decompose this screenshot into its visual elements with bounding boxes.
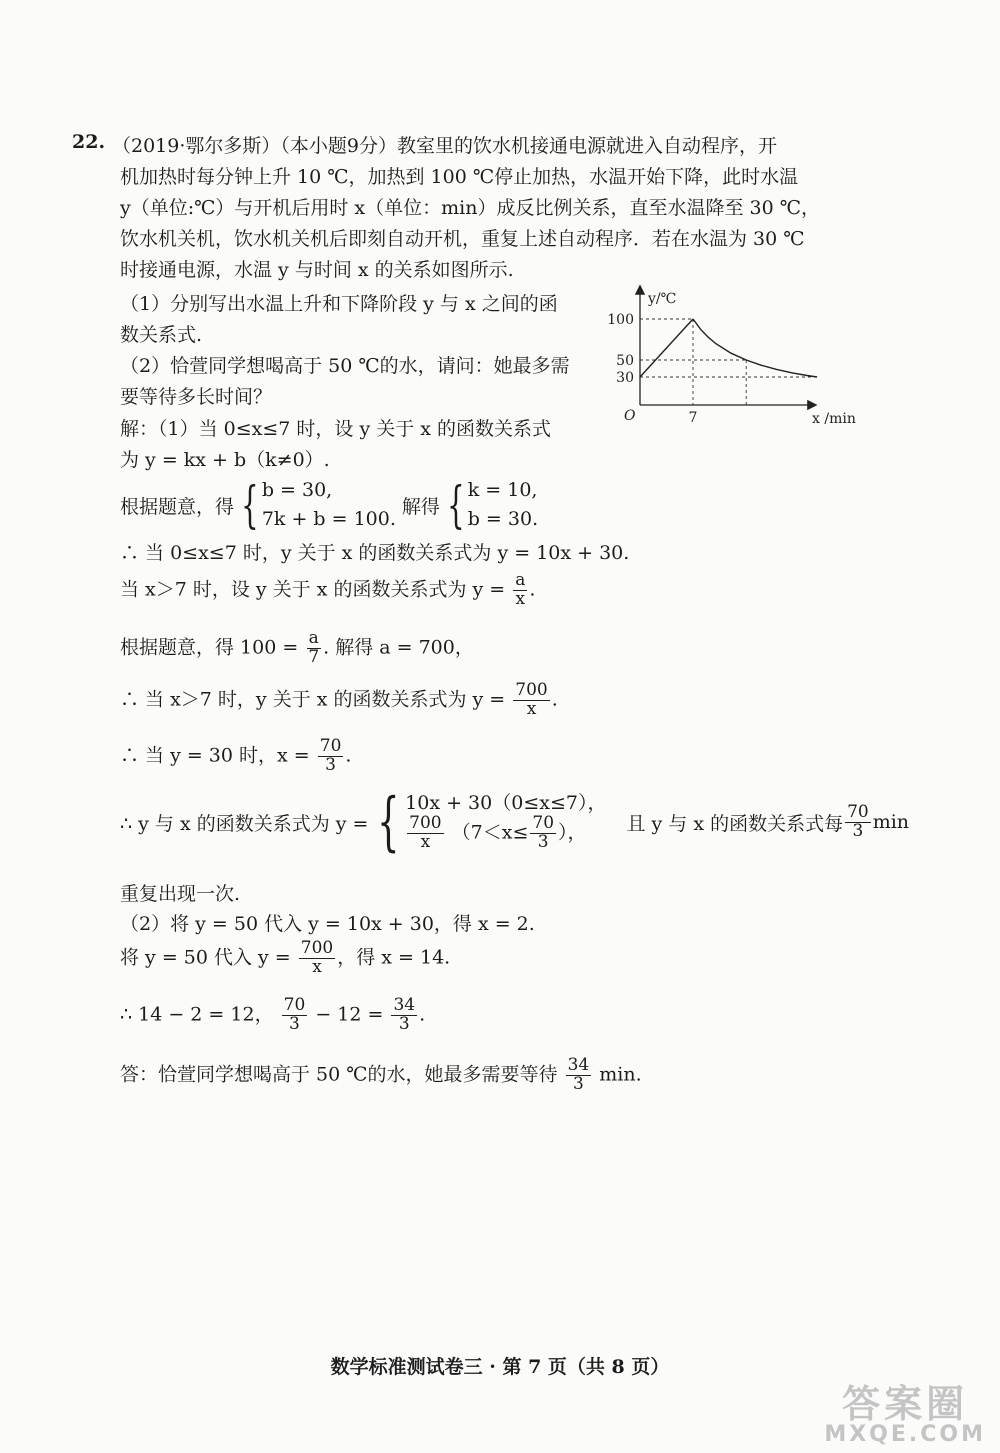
frac-num: 70 — [847, 801, 869, 822]
frac-den: 3 — [325, 754, 336, 775]
sol-l12-text: 将 y = 50 代入 y = — [120, 946, 291, 969]
frac-den: x — [420, 831, 431, 852]
watermark — [824, 1373, 986, 1447]
guide-lines — [640, 319, 817, 405]
temperature-time-graph — [600, 283, 870, 433]
fraction-a-over-x — [513, 572, 527, 609]
fraction-700-over-x — [407, 815, 443, 852]
frac-num: 700 — [300, 938, 334, 958]
case2-range: （7＜x≤ — [451, 821, 529, 844]
fraction-700-over-x — [513, 682, 549, 719]
part2-line-2: 要等待多长时间？ — [120, 386, 273, 408]
sys1-row-a: b = 30, — [261, 479, 333, 501]
solution-line-10: 重复出现一次. — [120, 883, 241, 905]
equation-system-1: { b = 30, 7k + b = 100. — [241, 476, 396, 535]
equation-system-2: { k = 10, b = 30. — [447, 476, 539, 535]
frac-num: 70 — [319, 736, 342, 756]
origin-label: O — [624, 408, 636, 424]
falling-segment — [693, 319, 817, 377]
frac-den: 3 — [289, 1013, 300, 1034]
question-line-5: 时接通电源，水温 y 与时间 x 的关系如图所示. — [120, 259, 514, 281]
frac-num: a — [515, 570, 526, 590]
x-tick-7: 7 — [688, 410, 698, 426]
sol-l3-pre: 根据题意，得 — [120, 495, 235, 518]
sys2-row-b: b = 30. — [467, 508, 539, 531]
frac-num: a — [308, 628, 319, 648]
frac-num: 700 — [515, 680, 548, 700]
answer-unit: min. — [599, 1063, 642, 1086]
solution-line-4: ∴ 当 0≤x≤7 时，y 关于 x 的函数关系式为 y = 10x + 30. — [120, 542, 630, 564]
answer-text: 答：恰萱同学想喝高于 50 ℃的水，她最多需要等待 — [120, 1063, 558, 1086]
solution-line-1: 解：（1）当 0≤x≤7 时，设 y 关于 x 的函数关系式 — [120, 418, 552, 440]
solution-line-9 — [120, 785, 910, 859]
graph-curve — [640, 319, 817, 377]
x-axis-label: x /min — [812, 411, 856, 427]
fraction-34-over-3 — [566, 1057, 592, 1094]
sol-l13-post: . — [419, 1003, 426, 1026]
case2-close: ）， — [558, 821, 587, 844]
sol-l5-post: . — [529, 578, 536, 601]
fraction-70-over-3 — [530, 815, 556, 852]
sol-l13-mid: − 12 = — [315, 1003, 384, 1026]
frac-den: 3 — [852, 820, 864, 841]
piecewise-function: { 10x + 30（0≤x≤7）， $\frac{700}{x}$ （7＜x≤ $\frac{70}{3}$ ）， — [377, 785, 607, 859]
sol-l3-mid: 解得 — [401, 495, 440, 518]
question-line-4: 饮水机关机，饮水机关机后即刻自动开机，重复上述自动程序．若在水温为 30 ℃ — [120, 228, 805, 250]
frac-den: 3 — [537, 831, 549, 852]
x-tick-labels — [689, 410, 698, 426]
sol-l12-post: ，得 x = 14. — [337, 946, 451, 969]
frac-num: 34 — [567, 1055, 590, 1075]
piecewise-case-1: 10x + 30（0≤x≤7）， — [405, 792, 607, 815]
frac-den: 7 — [308, 646, 320, 667]
watermark-logo: 答案圈 — [842, 1382, 969, 1426]
y-axis-label: y/℃ — [648, 291, 677, 307]
sol-l5-text: 当 x＞7 时，设 y 关于 x 的函数关系式为 y = — [120, 578, 506, 601]
frac-den: x — [515, 588, 526, 609]
frac-den: 3 — [398, 1013, 410, 1034]
fraction-70-over-3 — [845, 801, 871, 841]
sol-l13-text: ∴ 14 − 2 = 12， — [120, 1003, 274, 1026]
question-line-1: （2019·鄂尔多斯）（本小题9分）教室里的饮水机接通电源就进入自动程序，开 — [112, 135, 777, 157]
watermark-url: MXQE.COM — [824, 1422, 986, 1447]
frac-den: x — [526, 698, 537, 719]
sol-l6-post: . 解得 a = 700， — [323, 636, 474, 659]
frac-den: x — [312, 956, 322, 977]
solution-line-6 — [120, 630, 474, 667]
fraction-70-over-3 — [282, 997, 308, 1034]
answer-line — [120, 1057, 642, 1094]
sol-l9-tail: 且 y 与 x 的函数关系式每 — [626, 812, 844, 835]
piecewise-case-2 — [405, 815, 606, 852]
sys2-row-a: k = 10, — [467, 479, 538, 501]
frac-num: 70 — [532, 813, 555, 834]
question-line-2: 机加热时每分钟上升 10 ℃，加热到 100 ℃停止加热，水温开始下降，此时水温 — [120, 166, 799, 188]
y-tick-50: 50 — [616, 353, 634, 369]
part1-line-1: （1）分别写出水温上升和下降阶段 y 与 x 之间的函 — [120, 293, 558, 315]
frac-num: 34 — [393, 995, 416, 1015]
solution-system-line — [120, 476, 538, 535]
sol-l8-text: ∴ 当 y = 30 时，x = — [120, 744, 310, 767]
frac-num: 700 — [409, 813, 442, 834]
part1-line-2: 数关系式. — [120, 324, 203, 346]
question-number: 22. — [72, 131, 106, 153]
sys1-row-b: 7k + b = 100. — [261, 508, 396, 531]
fraction-34-over-3 — [391, 997, 417, 1034]
part2-line-1: （2）恰萱同学想喝高于 50 ℃的水，请问：她最多需 — [120, 355, 570, 377]
fraction-a-over-7 — [306, 630, 321, 667]
solution-line-5 — [120, 572, 535, 609]
solution-line-8 — [120, 738, 351, 775]
solution-line-12 — [120, 940, 450, 977]
y-tick-30: 30 — [616, 370, 634, 386]
fraction-700-over-x — [299, 940, 335, 977]
y-tick-labels — [607, 312, 634, 386]
y-tick-100: 100 — [607, 312, 634, 328]
rising-segment — [640, 319, 693, 377]
sol-l7-text: ∴ 当 x＞7 时，y 关于 x 的函数关系式为 y = — [120, 688, 506, 711]
frac-num: 70 — [283, 995, 306, 1015]
sol-l9-unit: min — [872, 811, 910, 833]
sol-l6-text: 根据题意，得 100 = — [120, 636, 299, 659]
fraction-70-over-3 — [318, 738, 344, 775]
page-footer: 数学标准测试卷三 · 第 7 页（共 8 页） — [330, 1356, 670, 1378]
solution-line-11: （2）将 y = 50 代入 y = 10x + 30，得 x = 2. — [120, 913, 535, 935]
sol-l7-post: . — [551, 688, 558, 711]
solution-line-2: 为 y = kx + b（k≠0）. — [120, 449, 330, 471]
solution-line-7 — [120, 682, 558, 719]
question-line-3: y（单位:℃）与开机后用时 x（单位：min）成反比例关系，直至水温降至 30 ℃， — [120, 197, 820, 219]
sol-l9-text: ∴ y 与 x 的函数关系式为 y = — [120, 812, 369, 835]
solution-line-13 — [120, 997, 425, 1034]
sol-l8-post: . — [345, 744, 352, 767]
frac-den: 3 — [572, 1073, 584, 1094]
